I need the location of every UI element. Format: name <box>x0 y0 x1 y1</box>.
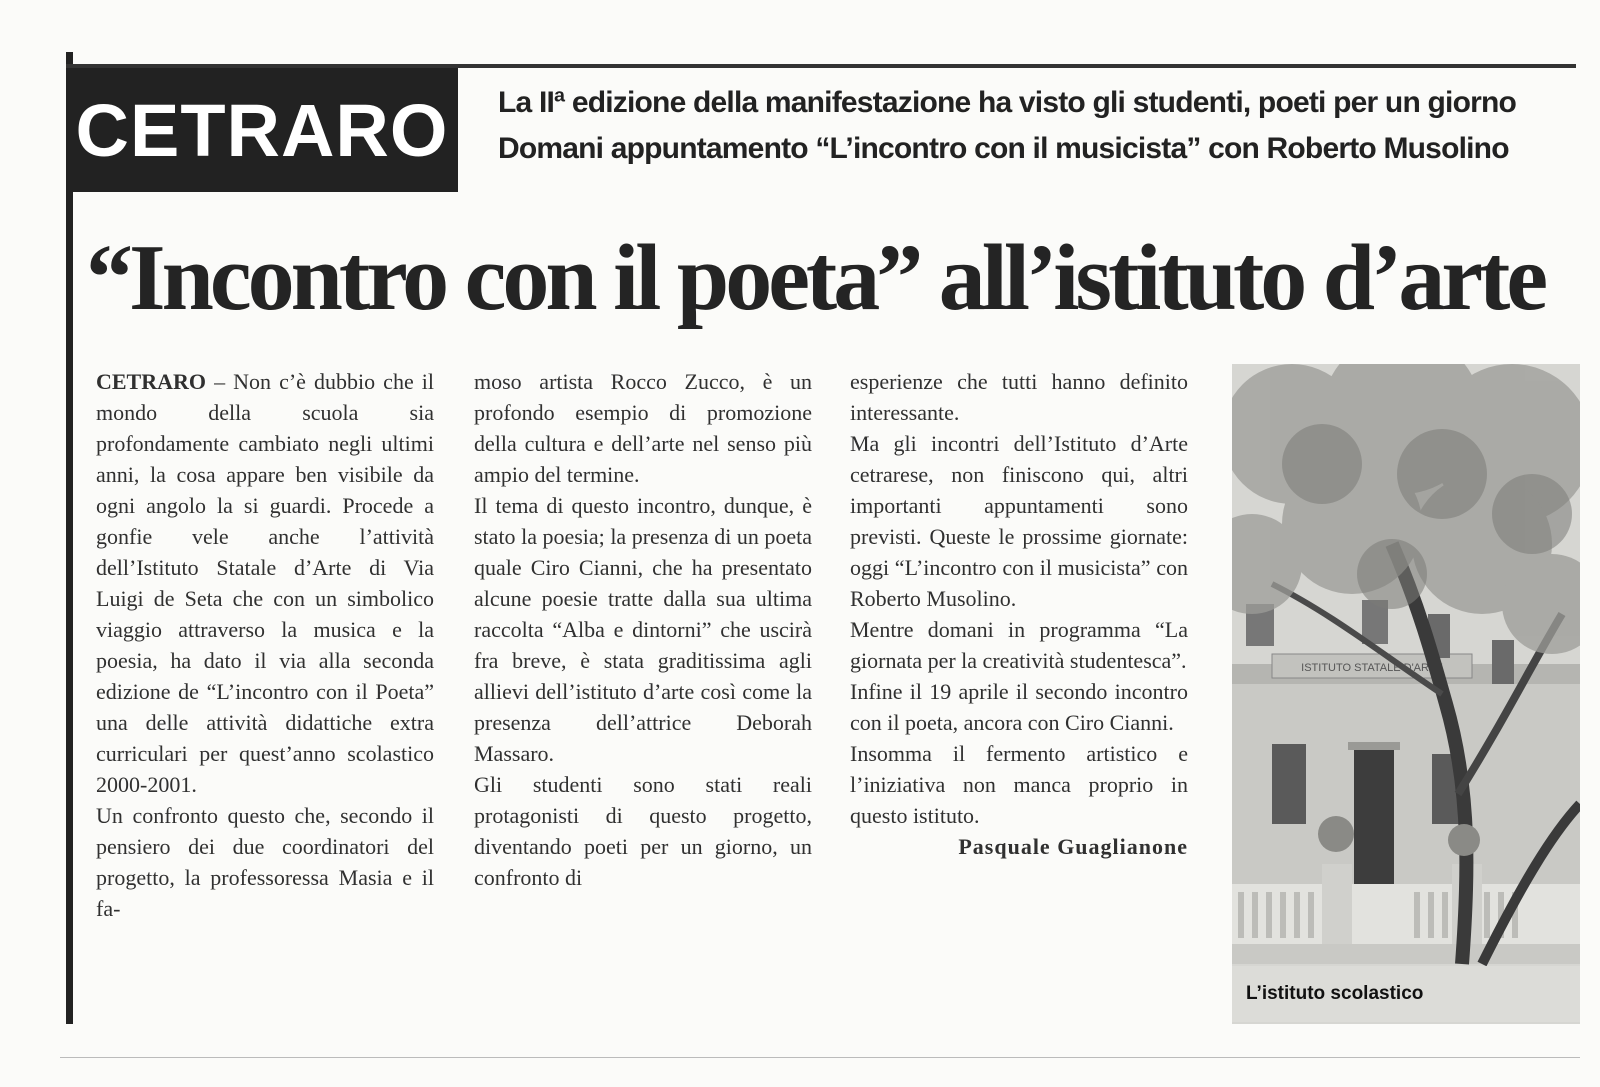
byline: Pasquale Guaglianone <box>958 834 1188 859</box>
paragraph: esperienze che tutti hanno definito interessante. <box>850 369 1188 425</box>
photo-school-building <box>1232 364 1580 1024</box>
paragraph: Insomma il fermento artistico e l’iniziativa non manca proprio in questo istituto. <box>850 741 1188 828</box>
location-label: CETRARO <box>75 88 449 172</box>
article-column-2 <box>474 366 812 893</box>
paragraph: Un confronto questo che, secondo il pensiero dei due coordinatori del progetto, la professoressa Masia e il fa- <box>96 803 434 921</box>
paragraph: Il tema di questo incontro, dunque, è stato la poesia; la presenza di un poeta quale Ciro Cianni, che ha presentato alcune poesie tratte dalla sua ultima raccolta “Alba e dintorni” che uscirà fra breve, è stata graditissima agli allievi dell’istituto d’arte così come la presenza dell’attrice Deborah Massaro. <box>474 493 812 766</box>
article-column-1 <box>96 366 434 924</box>
paragraph-text: – Non c’è dubbio che il mondo della scuola sia profondamente cambiato negli ultimi anni, la cosa appare ben visibile da ogni angolo la si guardi. Procede a gonfie vele anche l’attività dell’Istituto Statale d’Arte di Via Luigi de Seta che con un simbolico viaggio attraverso la musica e la poesia, ha dato il via alla seconda edizione de “L’incontro con il Poeta” una delle attività didattiche extra curriculari per quest’anno scolastico 2000-2001. <box>96 369 434 797</box>
headline: “Incontro con il poeta” all’istituto d’arte <box>86 226 1545 330</box>
photo-caption: L’istituto scolastico <box>1232 966 1580 1022</box>
building-sign: ISTITUTO STATALE D'ARTE <box>1301 662 1443 674</box>
paragraph: Infine il 19 aprile il secondo incontro con il poeta, ancora con Ciro Cianni. <box>850 679 1188 735</box>
dateline: CETRARO <box>96 369 207 394</box>
photo-illustration <box>1232 364 1580 1024</box>
bottom-rule <box>60 1057 1580 1058</box>
subheads <box>498 80 1578 172</box>
location-box <box>66 68 458 192</box>
subhead-line-2: Domani appuntamento “L’incontro con il musicista” con Roberto Musolino <box>498 132 1509 165</box>
paragraph: Mentre domani in programma “La giornata per la creatività studentesca”. <box>850 617 1188 673</box>
paragraph: moso artista Rocco Zucco, è un profondo esempio di promozione della cultura e dell’arte nel senso più ampio del termine. <box>474 369 812 487</box>
paragraph <box>96 366 434 800</box>
subhead-line-1: La IIª edizione della manifestazione ha visto gli studenti, poeti per un giorno <box>498 86 1517 119</box>
paragraph: Gli studenti sono stati reali protagonisti di questo progetto, diventando poeti per un giorno, un confronto di <box>474 772 812 890</box>
left-rule <box>66 52 73 1024</box>
paragraph: Ma gli incontri dell’Istituto d’Arte cetrarese, non finiscono qui, altri importanti appuntamenti sono previsti. Queste le prossime giornate: oggi “L’incontro con il musicista” con Roberto Musolino. <box>850 431 1188 611</box>
article-column-3 <box>850 366 1188 862</box>
